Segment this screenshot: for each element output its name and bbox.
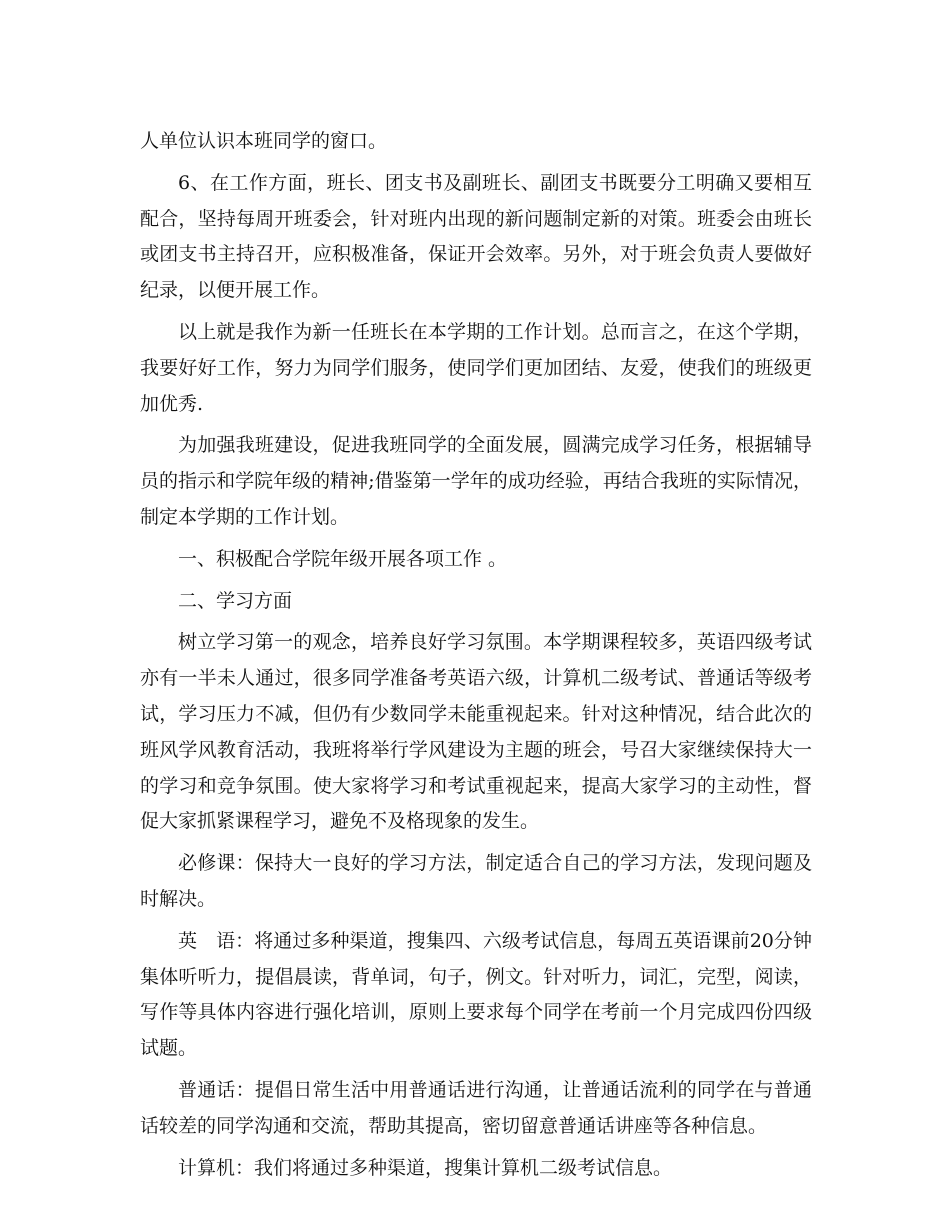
document-body	[140, 124, 812, 1192]
paragraph-english: 英 语：将通过多种渠道，搜集四、六级考试信息，每周五英语课前20分钟集体听听力，提倡晨读，背单词，句子，例文。针对听力，词汇，完型，阅读，写作等具体内容进行强化培训，原则上要求每个同学在考前一个月完成四份四级试题。	[140, 929, 812, 1060]
paragraph-computer: 计算机：我们将通过多种渠道，搜集计算机二级考试信息。	[178, 1156, 673, 1179]
paragraph-continuation: 人单位认识本班同学的窗口。	[140, 130, 388, 152]
paragraph-intro: 为加强我班建设，促进我班同学的全面发展，圆满完成学习任务，根据辅导员的指示和学院年级的精神;借鉴第一学年的成功经验，再结合我班的实际情况，制定本学期的工作计划。	[140, 434, 812, 528]
section-heading-2: 二、学习方面	[178, 589, 293, 612]
paragraph-work-aspect: 6、在工作方面，班长、团支书及副班长、副团支书既要分工明确又要相互配合，坚持每周开班委会，针对班内出现的新问题制定新的对策。班委会由班长或团支书主持召开，应积极准备，保证开会效率。另外，对于班会负责人要做好纪录，以便开展工作。	[140, 171, 812, 302]
section-heading-1: 一、积极配合学院年级开展各项工作 。	[178, 547, 508, 570]
paragraph-summary: 以上就是我作为新一任班长在本学期的工作计划。总而言之，在这个学期，我要好好工作，努力为同学们服务，使同学们更加团结、友爱，使我们的班级更加优秀.	[140, 320, 812, 415]
paragraph-required-courses: 必修课：保持大一良好的学习方法，制定适合自己的学习方法，发现问题及时解决。	[140, 852, 812, 910]
paragraph-mandarin: 普通话：提倡日常生活中用普通话进行沟通，让普通话流利的同学在与普通话较差的同学沟通和交流，帮助其提高，密切留意普通话讲座等各种信息。	[140, 1078, 812, 1137]
paragraph-study-atmosphere: 树立学习第一的观念，培养良好学习氛围。本学期课程较多，英语四级考试亦有一半未人通过，很多同学准备考英语六级，计算机二级考试、普通话等级考试，学习压力不减，但仍有少数同学未能重视起来。针对这种情况，结合此次的班风学风教育活动，我班将举行学风建设为主题的班会，号召大家继续保持大一的学习和竞争氛围。使大家将学习和考试重视起来，提高大家学习的主动性，督促大家抓紧课程学习，避免不及格现象的发生。	[140, 631, 812, 833]
